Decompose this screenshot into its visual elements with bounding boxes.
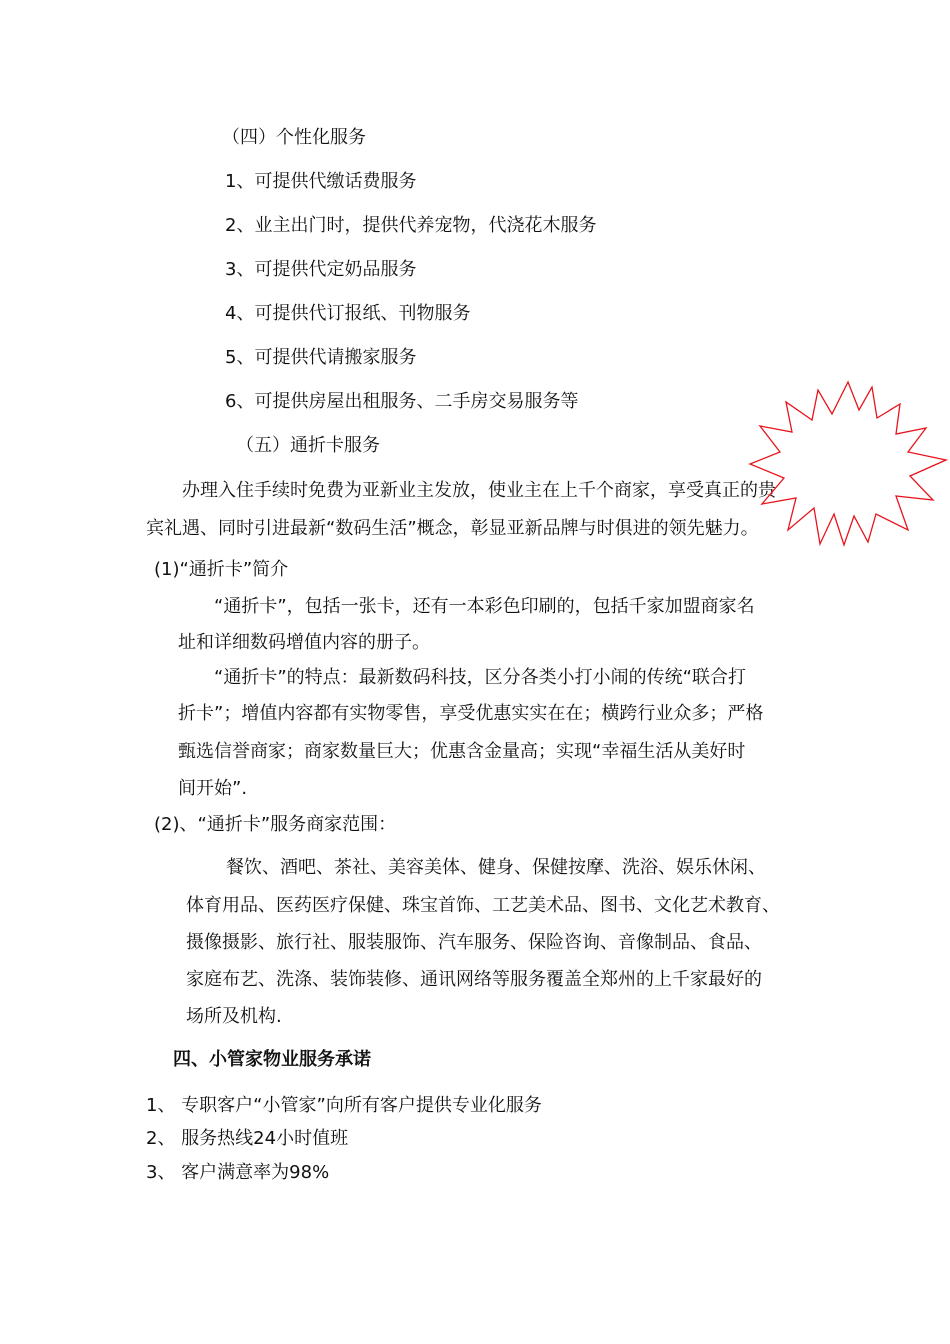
list-item: 5、可提供代请搬家服务 <box>225 347 417 368</box>
paragraph-line: “通折卡”的特点：最新数码科技，区分各类小打小闹的传统“联合打 <box>214 667 746 688</box>
section-heading-discount-card: （五）通折卡服务 <box>236 435 380 456</box>
paragraph-line: 折卡”；增值内容都有实物零售，享受优惠实实在在；横跨行业众多；严格 <box>178 703 764 724</box>
list-item: 4、可提供代订报纸、刊物服务 <box>225 303 471 324</box>
subsection-title: (2)、“通折卡”服务商家范围： <box>154 814 397 835</box>
paragraph-line: 摄像摄影、旅行社、服装服饰、汽车服务、保险咨询、音像制品、食品、 <box>186 932 762 953</box>
list-item: 6、可提供房屋出租服务、二手房交易服务等 <box>225 391 579 412</box>
paragraph-line: 址和详细数码增值内容的册子。 <box>178 632 430 653</box>
list-item: 3、 客户满意率为98% <box>146 1162 330 1183</box>
starburst-shape <box>748 380 948 548</box>
list-item: 2、业主出门时，提供代养宠物，代浇花木服务 <box>225 215 597 236</box>
list-item: 2、 服务热线24小时值班 <box>146 1128 349 1149</box>
paragraph-line: 体育用品、医药医疗保健、珠宝首饰、工艺美术品、图书、文化艺术教育、 <box>186 895 780 916</box>
section-heading-service-promise: 四、小管家物业服务承诺 <box>173 1049 371 1070</box>
paragraph-line: 宾礼遇、同时引进最新“数码生活”概念，彰显亚新品牌与时俱进的领先魅力。 <box>146 518 759 539</box>
starburst-outline <box>750 382 946 545</box>
paragraph-line: 办理入住手续时免费为亚新业主发放，使业主在上千个商家，享受真正的贵 <box>182 480 776 501</box>
list-item: 1、可提供代缴话费服务 <box>225 171 417 192</box>
paragraph-line: 餐饮、酒吧、茶社、美容美体、健身、保健按摩、洗浴、娱乐休闲、 <box>226 857 766 878</box>
list-item: 1、 专职客户“小管家”向所有客户提供专业化服务 <box>146 1095 542 1116</box>
section-heading-personalized-service: （四）个性化服务 <box>222 127 366 148</box>
subsection-title: (1)“通折卡”简介 <box>154 559 289 580</box>
paragraph-line: 家庭布艺、洗涤、装饰装修、通讯网络等服务覆盖全郑州的上千家最好的 <box>186 969 762 990</box>
paragraph-line: 甄选信誉商家；商家数量巨大；优惠含金量高；实现“幸福生活从美好时 <box>178 741 746 762</box>
paragraph-line: 间开始”. <box>178 778 248 799</box>
paragraph-line: “通折卡”，包括一张卡，还有一本彩色印刷的，包括千家加盟商家名 <box>214 596 755 617</box>
paragraph-line: 场所及机构. <box>186 1006 282 1027</box>
list-item: 3、可提供代定奶品服务 <box>225 259 417 280</box>
